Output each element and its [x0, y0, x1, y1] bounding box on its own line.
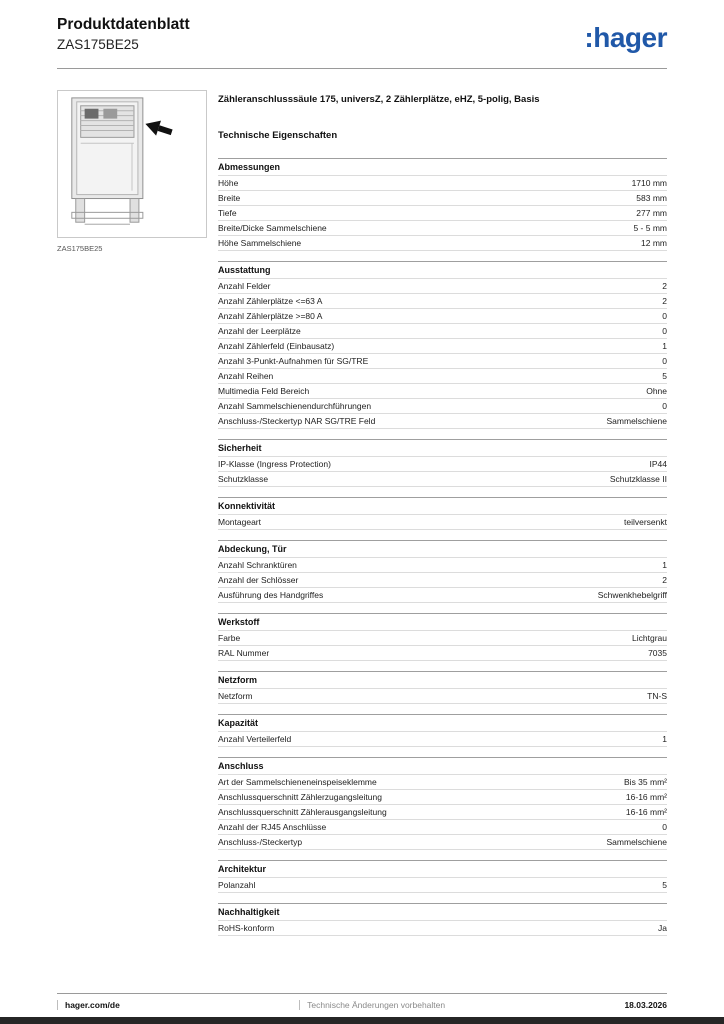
spec-label: IP-Klasse (Ingress Protection) — [218, 459, 331, 469]
spec-label: Anzahl Zählerfeld (Einbausatz) — [218, 341, 335, 351]
spec-value: Sammelschiene — [606, 837, 667, 847]
footer-website-link[interactable]: hager.com/de — [57, 1000, 120, 1010]
spec-value: 0 — [662, 401, 667, 411]
spec-row — [218, 588, 667, 603]
spec-value: 0 — [662, 311, 667, 321]
section-title: Nachhaltigkeit — [218, 903, 667, 921]
spec-row — [218, 399, 667, 414]
section-title: Sicherheit — [218, 439, 667, 457]
spec-value: IP44 — [649, 459, 667, 469]
spec-value: 7035 — [648, 648, 667, 658]
spec-value: 2 — [662, 296, 667, 306]
footer-date: 18.03.2026 — [624, 1000, 667, 1010]
spec-label: Anschluss-/Steckertyp — [218, 837, 303, 847]
section-title: Konnektivität — [218, 497, 667, 515]
spec-label: Netzform — [218, 691, 253, 701]
spec-row — [218, 279, 667, 294]
spec-value: 5 — [662, 371, 667, 381]
spec-label: Schutzklasse — [218, 474, 269, 484]
spec-label: Anzahl Reihen — [218, 371, 274, 381]
spec-value: teilversenkt — [624, 517, 667, 527]
spec-row — [218, 236, 667, 251]
spec-label: Farbe — [218, 633, 241, 643]
spec-section — [218, 261, 667, 429]
spec-label: Höhe Sammelschiene — [218, 238, 302, 248]
spec-section — [218, 757, 667, 850]
spec-label: RAL Nummer — [218, 648, 270, 658]
footer-notice-text: Technische Änderungen vorbehalten — [299, 1000, 445, 1010]
handle-arrow-icon — [143, 116, 174, 140]
spec-section — [218, 613, 667, 661]
section-title: Architektur — [218, 860, 667, 878]
header — [57, 16, 667, 68]
spec-label: Anzahl Zählerplätze <=63 A — [218, 296, 323, 306]
spec-value: 0 — [662, 356, 667, 366]
spec-label: Breite — [218, 193, 241, 203]
spec-label: Anzahl Sammelschienendurchführungen — [218, 401, 372, 411]
spec-value: 1 — [662, 341, 667, 351]
spec-label: Anzahl Felder — [218, 281, 271, 291]
spec-section — [218, 158, 667, 251]
product-image-caption: ZAS175BE25 — [57, 244, 103, 253]
spec-value: 16-16 mm² — [625, 807, 667, 817]
spec-value: 583 mm — [636, 193, 667, 203]
spec-label: RoHS-konform — [218, 923, 275, 933]
section-title: Kapazität — [218, 714, 667, 732]
spec-row — [218, 294, 667, 309]
spec-value: 1710 mm — [631, 178, 667, 188]
spec-label: Anzahl der RJ45 Anschlüsse — [218, 822, 327, 832]
spec-value: 5 — [662, 880, 667, 890]
spec-row — [218, 573, 667, 588]
hager-logo: :hager — [584, 22, 667, 53]
product-name: Zähleranschlusssäule 175, universZ, 2 Zählerplätze, eHZ, 5-polig, Basis — [218, 94, 540, 105]
section-title: Anschluss — [218, 757, 667, 775]
spec-section — [218, 439, 667, 487]
spec-label: Tiefe — [218, 208, 237, 218]
page-bottom-edge — [0, 1017, 724, 1024]
section-title: Werkstoff — [218, 613, 667, 631]
spec-section — [218, 714, 667, 747]
spec-value: 1 — [662, 734, 667, 744]
spec-value: Ohne — [646, 386, 667, 396]
spec-row — [218, 221, 667, 236]
spec-label: Art der Sammelschieneneinspeiseklemme — [218, 777, 377, 787]
spec-section — [218, 860, 667, 893]
spec-value: Lichtgrau — [632, 633, 667, 643]
section-title: Abmessungen — [218, 158, 667, 176]
footer — [57, 993, 667, 1010]
spec-label: Polanzahl — [218, 880, 256, 890]
spec-row — [218, 457, 667, 472]
spec-sections — [218, 158, 667, 936]
spec-value: 2 — [662, 281, 667, 291]
product-image — [58, 91, 206, 237]
spec-row — [218, 309, 667, 324]
spec-section — [218, 671, 667, 704]
spec-row — [218, 805, 667, 820]
spec-row — [218, 191, 667, 206]
product-image-frame — [57, 90, 207, 238]
spec-value: TN-S — [647, 691, 667, 701]
spec-row — [218, 631, 667, 646]
spec-row — [218, 206, 667, 221]
spec-value: 12 mm — [641, 238, 667, 248]
spec-label: Multimedia Feld Bereich — [218, 386, 310, 396]
tech-properties-title: Technische Eigenschaften — [218, 130, 338, 141]
spec-label: Ausführung des Handgriffes — [218, 590, 324, 600]
spec-value: 0 — [662, 822, 667, 832]
spec-value: 2 — [662, 575, 667, 585]
spec-row — [218, 775, 667, 790]
header-divider — [57, 68, 667, 69]
section-title: Ausstattung — [218, 261, 667, 279]
spec-row — [218, 369, 667, 384]
spec-value: Bis 35 mm² — [624, 777, 667, 787]
spec-value: 16-16 mm² — [625, 792, 667, 802]
spec-section — [218, 497, 667, 530]
spec-value: Sammelschiene — [606, 416, 667, 426]
spec-label: Anzahl Verteilerfeld — [218, 734, 292, 744]
spec-value: Schutzklasse II — [609, 474, 667, 484]
spec-row — [218, 835, 667, 850]
spec-row — [218, 689, 667, 704]
spec-row — [218, 921, 667, 936]
spec-label: Anschluss-/Steckertyp NAR SG/TRE Feld — [218, 416, 376, 426]
spec-value: 5 - 5 mm — [633, 223, 667, 233]
spec-value: 1 — [662, 560, 667, 570]
spec-row — [218, 515, 667, 530]
spec-row — [218, 878, 667, 893]
spec-label: Anschlussquerschnitt Zählerausgangsleitung — [218, 807, 387, 817]
spec-row — [218, 324, 667, 339]
spec-row — [218, 384, 667, 399]
spec-label: Anzahl 3-Punkt-Aufnahmen für SG/TRE — [218, 356, 369, 366]
spec-label: Höhe — [218, 178, 239, 188]
document-title: Produktdatenblatt — [57, 16, 190, 33]
section-title: Netzform — [218, 671, 667, 689]
spec-label: Anzahl der Leerplätze — [218, 326, 301, 336]
spec-section — [218, 540, 667, 603]
spec-row — [218, 472, 667, 487]
spec-value: 277 mm — [636, 208, 667, 218]
spec-label: Breite/Dicke Sammelschiene — [218, 223, 327, 233]
spec-label: Anzahl Zählerplätze >=80 A — [218, 311, 323, 321]
spec-row — [218, 558, 667, 573]
spec-row — [218, 414, 667, 429]
spec-column — [218, 94, 667, 936]
spec-label: Anzahl Schranktüren — [218, 560, 297, 570]
spec-value: 0 — [662, 326, 667, 336]
spec-label: Anzahl der Schlösser — [218, 575, 299, 585]
spec-row — [218, 820, 667, 835]
spec-row — [218, 790, 667, 805]
spec-value: Ja — [658, 923, 667, 933]
spec-label: Anschlussquerschnitt Zählerzugangsleitung — [218, 792, 382, 802]
spec-row — [218, 339, 667, 354]
spec-section — [218, 903, 667, 936]
product-reference: ZAS175BE25 — [57, 37, 139, 52]
spec-row — [218, 646, 667, 661]
spec-row — [218, 732, 667, 747]
footer-notice — [120, 1000, 625, 1010]
spec-row — [218, 354, 667, 369]
spec-row — [218, 176, 667, 191]
spec-label: Montageart — [218, 517, 261, 527]
section-title: Abdeckung, Tür — [218, 540, 667, 558]
spec-value: Schwenkhebelgriff — [597, 590, 667, 600]
